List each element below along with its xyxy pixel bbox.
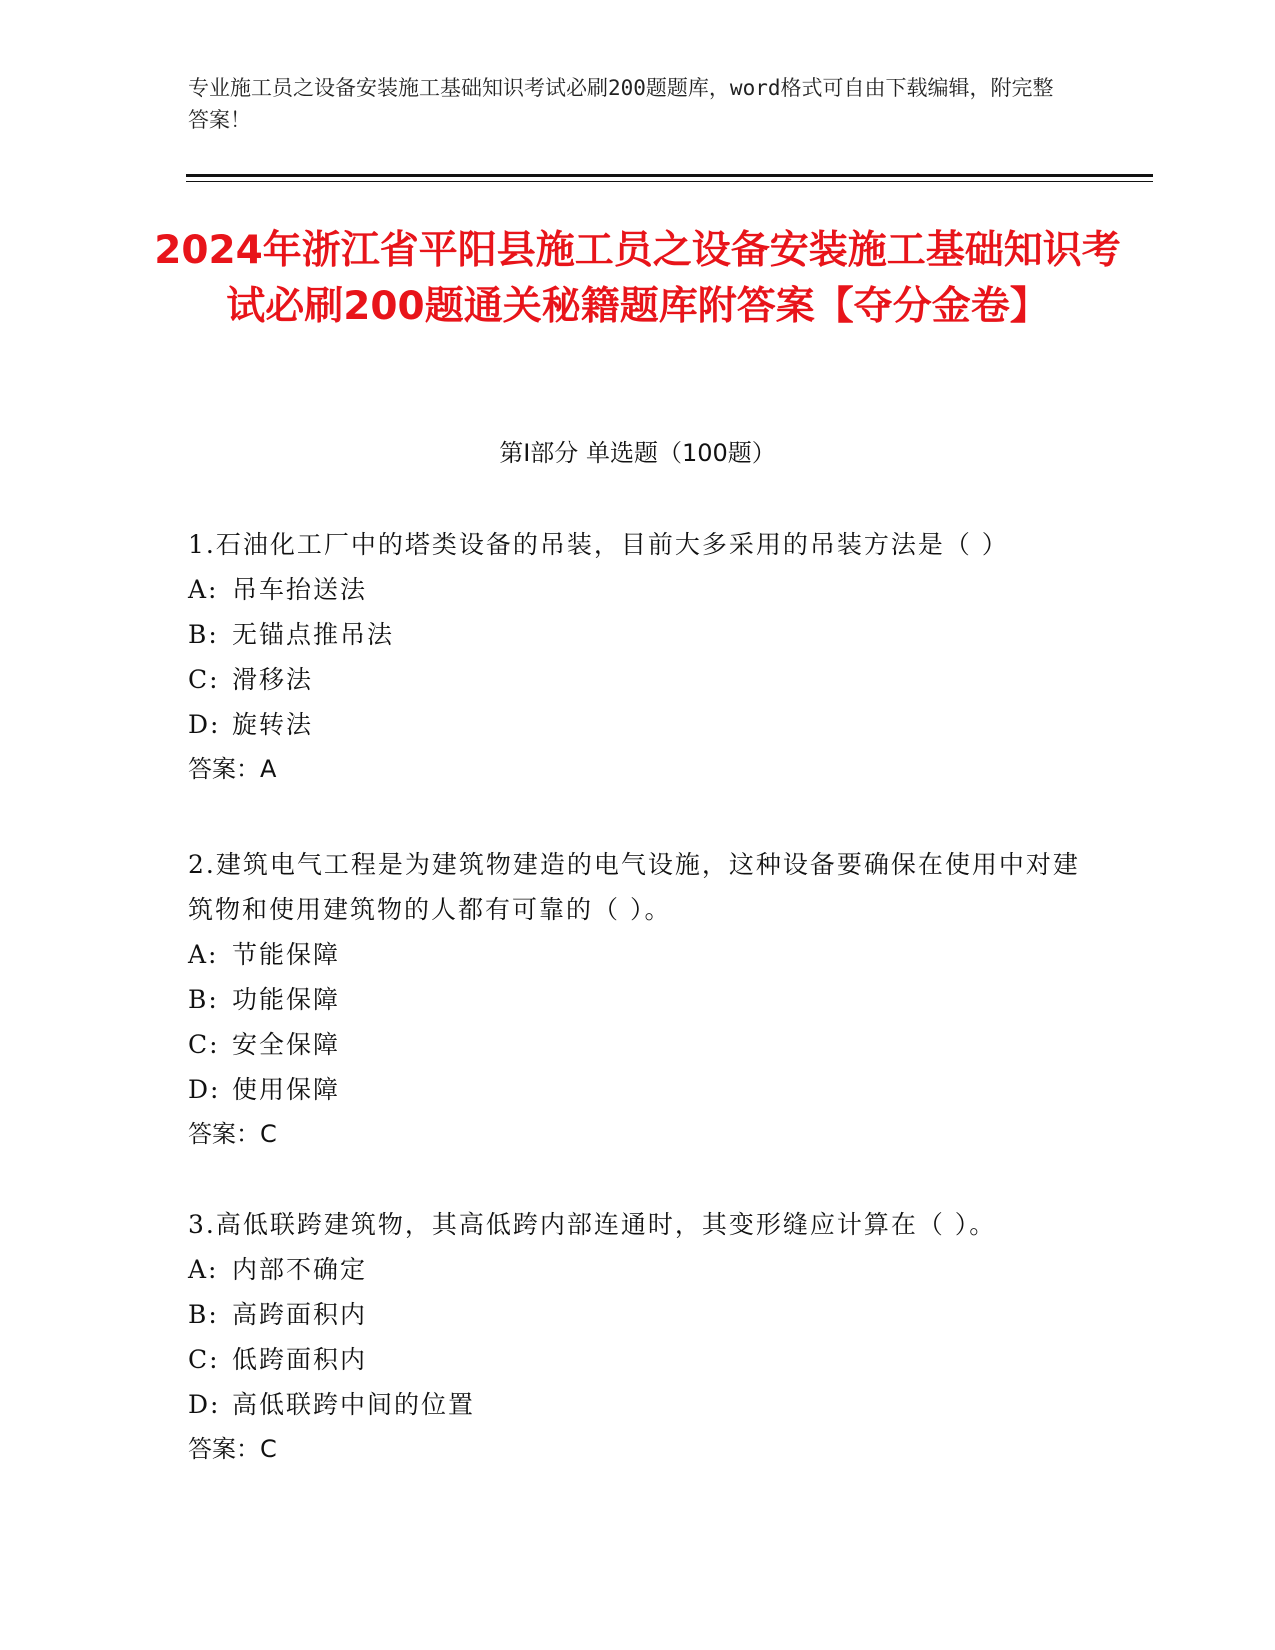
option-text: 无锚点推吊法 xyxy=(232,620,395,649)
header-note: 专业施工员之设备安装施工基础知识考试必刷200题题库，word格式可自由下载编辑，附完整答案！ xyxy=(188,76,1054,132)
option-a xyxy=(188,1247,1088,1292)
option-key: C: xyxy=(188,1030,220,1059)
option-text: 节能保障 xyxy=(232,940,341,969)
answer-line: 答案：C xyxy=(188,1435,277,1463)
option-key: A: xyxy=(188,1255,219,1284)
option-key: B: xyxy=(188,985,219,1014)
option-text: 高跨面积内 xyxy=(232,1300,368,1329)
header-rule-thick xyxy=(186,174,1153,177)
option-c xyxy=(188,1022,1088,1067)
option-key: A: xyxy=(188,575,219,604)
section-title: 第I部分 单选题（100题） xyxy=(499,439,776,467)
option-d xyxy=(188,1382,1088,1427)
option-key: D: xyxy=(188,1075,221,1104)
question-3 xyxy=(188,1202,1088,1472)
option-text: 吊车抬送法 xyxy=(232,575,368,604)
option-key: B: xyxy=(188,1300,219,1329)
option-text: 旋转法 xyxy=(232,710,314,739)
question-text: 2.建筑电气工程是为建筑物建造的电气设施，这种设备要确保在使用中对建筑物和使用建筑物的人都有可靠的（ ）。 xyxy=(188,850,1080,924)
option-key: C: xyxy=(188,665,220,694)
option-key: C: xyxy=(188,1345,220,1374)
option-c xyxy=(188,657,1088,702)
option-text: 内部不确定 xyxy=(232,1255,368,1284)
option-key: D: xyxy=(188,710,221,739)
option-text: 安全保障 xyxy=(232,1030,341,1059)
answer-line: 答案：A xyxy=(188,755,277,783)
option-c xyxy=(188,1337,1088,1382)
option-text: 高低联跨中间的位置 xyxy=(232,1390,476,1419)
option-text: 滑移法 xyxy=(232,665,314,694)
option-key: B: xyxy=(188,620,219,649)
header-rule-thin xyxy=(186,181,1153,182)
option-b xyxy=(188,977,1088,1022)
option-text: 使用保障 xyxy=(232,1075,341,1104)
option-a xyxy=(188,932,1088,977)
question-2 xyxy=(188,842,1088,1157)
answer-line: 答案：C xyxy=(188,1120,277,1148)
option-b xyxy=(188,612,1088,657)
option-a xyxy=(188,567,1088,612)
option-key: A: xyxy=(188,940,219,969)
option-text: 功能保障 xyxy=(232,985,341,1014)
document-title: 2024年浙江省平阳县施工员之设备安装施工基础知识考试必刷200题通关秘籍题库附答案【夺分金卷】 xyxy=(154,228,1121,329)
question-text: 3.高低联跨建筑物，其高低跨内部连通时，其变形缝应计算在（ ）。 xyxy=(188,1210,997,1239)
option-key: D: xyxy=(188,1390,221,1419)
question-1 xyxy=(188,522,1088,792)
question-text: 1.石油化工厂中的塔类设备的吊装，目前大多采用的吊装方法是（ ） xyxy=(188,530,1009,559)
option-b xyxy=(188,1292,1088,1337)
option-d xyxy=(188,1067,1088,1112)
option-text: 低跨面积内 xyxy=(232,1345,368,1374)
option-d xyxy=(188,702,1088,747)
